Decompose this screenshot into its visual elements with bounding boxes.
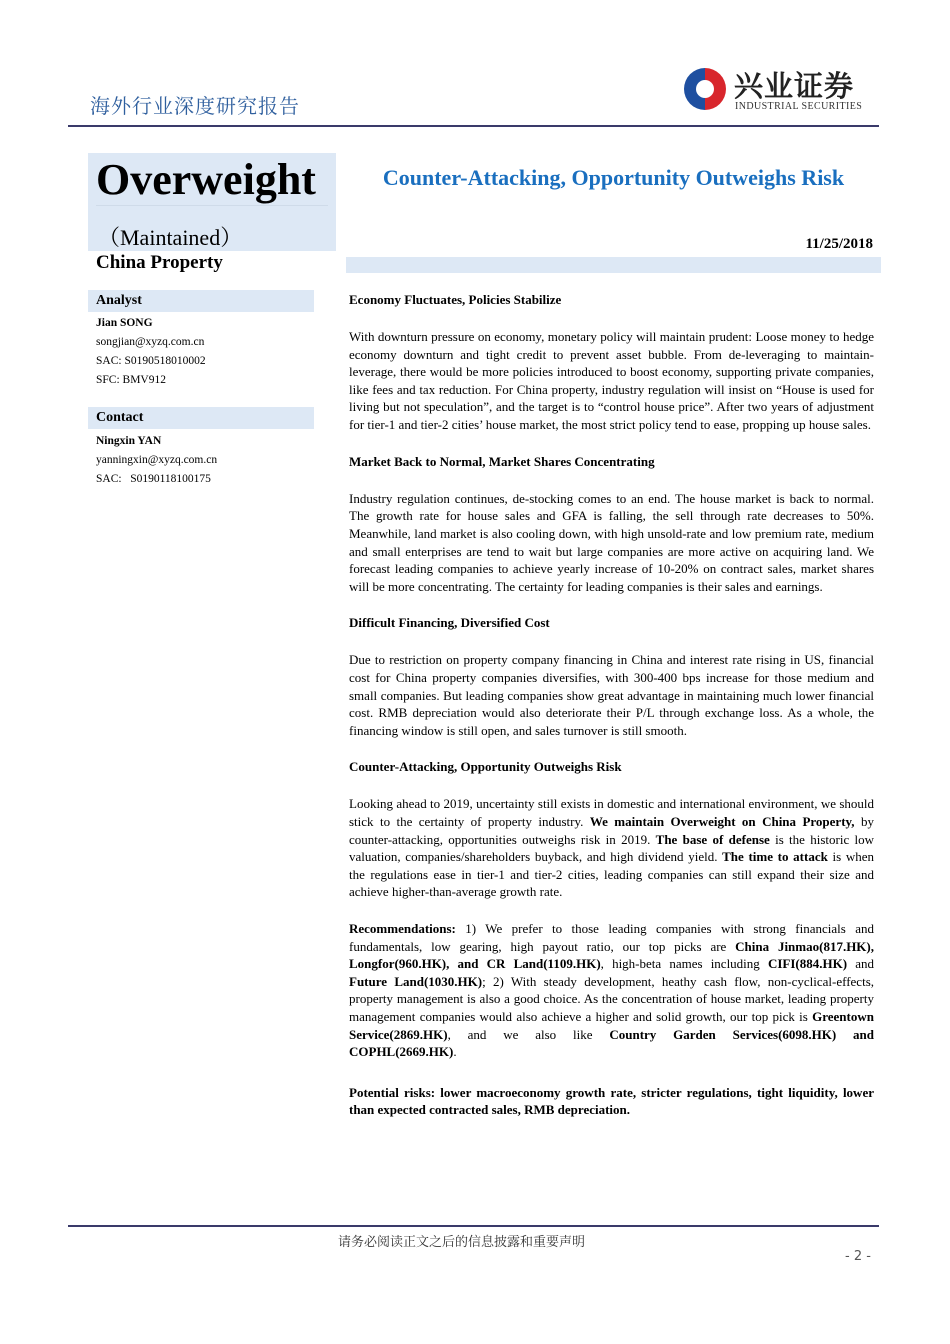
paragraph-text: , and we also like <box>447 1026 610 1042</box>
header-divider <box>68 125 879 127</box>
paragraph-text: , high-beta names including <box>600 956 768 972</box>
emphasized-text: Recommendations: <box>349 921 456 937</box>
emphasized-text: The time to attack <box>722 849 828 865</box>
emphasized-text: China Jinmao(817.HK), Longfor(960.HK), and CR Land(1109.HK) <box>349 938 874 972</box>
analyst-sfc: SFC: BMV912 <box>96 374 166 386</box>
paragraph-text: Looking ahead to 2019, uncertainty still exists in domestic and international environment, we should stick to the certainty of property industry. <box>349 796 874 830</box>
section-paragraph <box>349 795 874 901</box>
rating-label: Overweight <box>96 155 316 204</box>
paragraph-text: Industry regulation continues, de-stocking comes to an end. The house market is back to normal. The growth rate for house sales and GFA is falling, the sell through rate decreases to 50%. Meanwhile, land market is also cooling down, with high unsold-rate and low premium rate, medium and small enterprises are tend to wait but large companies are more active on acquiring land. We forecast leading companies to achieve yearly increase of 10-20% on contract sales, market shares will be more concentrating. The certainty for leading companies is their sales and earnings. <box>349 490 874 594</box>
disclaimer-note: 请务必阅读正文之后的信息披露和重要声明 <box>338 1235 586 1250</box>
rating-status: （Maintained） <box>98 225 243 250</box>
emphasized-text: The base of defense <box>655 831 770 847</box>
report-section <box>349 614 874 739</box>
footer-divider <box>68 1225 879 1227</box>
page-number: - 2 - <box>845 1249 871 1264</box>
section-heading: Counter-Attacking, Opportunity Outweighs Risk <box>349 759 622 775</box>
analyst-sac: SAC: S0190518010002 <box>96 355 206 367</box>
paragraph-text: is the historic low valuation, companies/shareholders buyback, and high dividend yield. <box>349 831 875 865</box>
section-heading: Difficult Financing, Diversified Cost <box>349 615 550 631</box>
emphasized-text: We maintain Overweight on China Property, <box>589 814 855 830</box>
paragraph-text: With downturn pressure on economy, monetary policy will maintain prudent: Loose money to hedge economy downturn and tight credit to prevent asset bubble. From de-leveraging to maintain-leverage, there would be more policies introduced to boost economy, supporting private companies, like fees and tax reduction. For China property, industry regulation will insist on “House is used for living but not speculation”, and the target is to “control house price”. After two years of adjustment for tier-1 and tier-2 cities’ house market, the most strict policy tend to ease, propping up house sales. <box>349 329 874 433</box>
analyst-email[interactable]: songjian@xyzq.com.cn <box>96 336 205 348</box>
section-heading: Market Back to Normal, Market Shares Concentrating <box>349 453 655 469</box>
title-bar <box>346 257 881 273</box>
report-section <box>349 758 874 1060</box>
emphasized-text: Future Land(1030.HK) <box>349 973 483 989</box>
paragraph-text: by counter-attacking, opportunities outweighs risk in 2019. <box>349 814 874 847</box>
paragraph-text: Due to restriction on property company financing in China and interest rate rising in US, financial cost for China property companies diversifies, with 300-400 bps increase for those medium and small companies. But leading companies show great advantage in maintaining much lower financial cost. RMB depreciation would also deteriorate their P/L through exchange loss. As a whole, the financing window is still open, and sales turnover is still smooth. <box>349 652 874 738</box>
report-type-title: 海外行业深度研究报告 <box>90 94 300 118</box>
logo-chinese-name: 兴业证券 <box>734 69 855 103</box>
paragraph-text: and <box>847 956 874 972</box>
section-paragraph <box>349 490 874 596</box>
logo-mark-icon <box>684 68 726 110</box>
contact-name: Ningxin YAN <box>96 435 162 447</box>
paragraph-text: . <box>453 1044 457 1060</box>
paragraph-text: is when the regulations ease in tier-1 and tier-2 cities, leading companies can still expand their size and achieve higher-than-average growth rate. <box>349 849 874 900</box>
report-section <box>349 291 874 434</box>
section-paragraph <box>349 651 874 739</box>
emphasized-text: Country Garden Services(6098.HK) and COPHL(2669.HK) <box>349 1026 874 1060</box>
report-date: 11/25/2018 <box>805 236 873 252</box>
paragraph-text: 1) We prefer to those leading companies with strong financials and fundamentals, low gearing, high payout ratio, our top picks are <box>349 921 874 954</box>
section-heading: Economy Fluctuates, Policies Stabilize <box>349 292 562 307</box>
paragraph-text: ; 2) With steady development, heathy cash flow, non-cyclical-effects, property management is also a good choice. As the concentration of house market, leading property management companies would also achieve a higher and solid growth, our top pick is <box>349 973 874 1024</box>
analyst-name: Jian SONG <box>96 317 153 329</box>
report-body <box>349 291 874 1138</box>
contact-heading: Contact <box>88 407 314 429</box>
report-section <box>349 453 874 596</box>
logo-english-name: INDUSTRIAL SECURITIES <box>735 101 863 112</box>
emphasized-text: Greentown Service(2869.HK) <box>349 1009 874 1042</box>
emphasized-text: CIFI(884.HK) <box>767 956 848 972</box>
analyst-heading: Analyst <box>88 290 314 312</box>
rating-divider <box>96 205 328 206</box>
section-paragraph <box>349 920 874 1061</box>
contact-sac: SAC: S0190118100175 <box>96 473 211 485</box>
company-logo <box>684 68 876 116</box>
potential-risks: Potential risks: lower macroeconomy growth rate, stricter regulations, tight liquidity, lower than expected contracted sales, RMB depreciation. <box>349 1084 874 1118</box>
contact-email[interactable]: yanningxin@xyzq.com.cn <box>96 454 218 466</box>
sector-name: China Property <box>96 252 223 273</box>
section-paragraph <box>349 328 874 434</box>
report-title: Counter-Attacking, Opportunity Outweighs Risk <box>382 165 845 190</box>
